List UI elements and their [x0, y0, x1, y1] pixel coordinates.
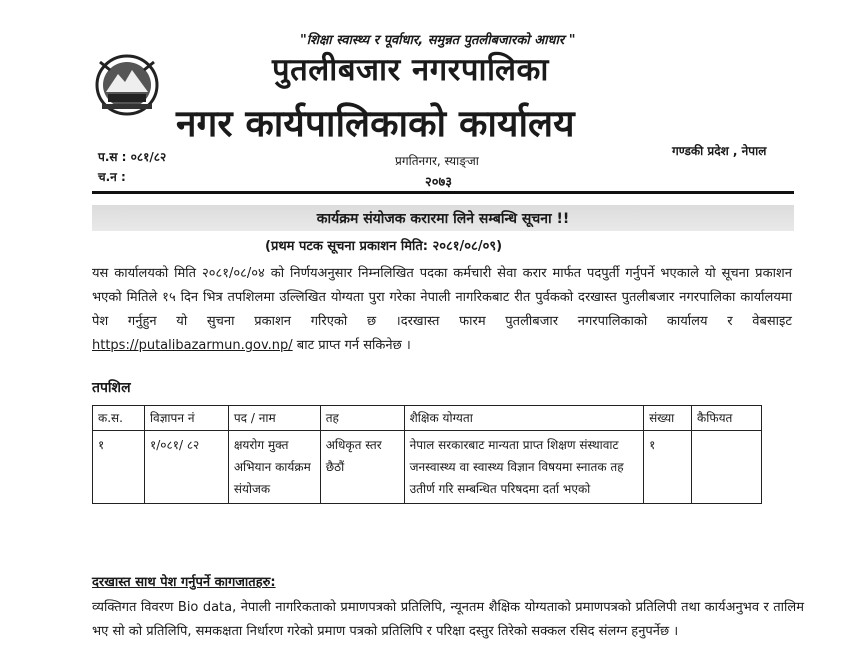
year: २०७३ — [425, 175, 453, 190]
header-divider — [92, 191, 794, 194]
motto: "शिक्षा स्वास्थ्य र पूर्वाधार, समुन्नत पुतलीबजारको आधार " — [300, 33, 576, 48]
col-header-post: पद / नाम — [228, 406, 320, 431]
nepal-emblem-icon — [92, 52, 162, 116]
notice-body-text-end: बाट प्राप्त गर्न सकिनेछ । — [292, 338, 411, 353]
vacancy-table — [92, 405, 762, 504]
documents-text: व्यक्तिगत विवरण Bio data, नेपाली नागरिकताको प्रमाणपत्रको प्रतिलिपि, न्यूनतम शैक्षिक योग्यताको प्रमाणपत्रको प्रतिलिपी तथा कार्यअनुभव र तालिम भए सो को प्रतिलिपि, समकक्षता निर्धारण गरेको प्रमाण पत्रको प्रतिलिपि र परिक्षा दस्तुर तिरेको सक्कल रसिद संलग्न हनुपर्नेछ । — [92, 600, 804, 639]
website-link[interactable]: https://putalibazarmun.gov.np/ — [92, 338, 293, 353]
col-header-sn: क.स. — [93, 406, 145, 431]
col-header-count: संख्या — [644, 406, 692, 431]
cell-remarks — [692, 431, 762, 504]
office-name: नगर कार्यपालिकाको कार्यालय — [176, 102, 575, 145]
col-header-remarks: कैफियत — [692, 406, 762, 431]
org-name: पुतलीबजार नगरपालिका — [272, 52, 549, 88]
province: गण्डकी प्रदेश , नेपाल — [672, 144, 767, 158]
table-header-row — [93, 406, 762, 431]
documents-heading: दरखास्त साथ पेश गर्नुपर्ने कागजातहरु: — [92, 575, 276, 590]
col-header-qualification: शैक्षिक योग्यता — [404, 406, 643, 431]
cell-post: क्षयरोग मुक्त अभियान कार्यक्रम संयोजक — [228, 431, 320, 504]
cell-sn: १ — [93, 431, 145, 504]
notice-title-band — [92, 205, 794, 231]
cell-count: १ — [644, 431, 692, 504]
ps-number: प.स : ०८१/८२ — [98, 150, 167, 164]
publication-date: (प्रथम पटक सूचना प्रकाशन मिति: २०८१/०८/०९) — [265, 239, 503, 254]
table-row — [93, 431, 762, 504]
cell-adv-no: १/०८१/ ८२ — [144, 431, 228, 504]
col-header-adv-no: विज्ञापन नं — [144, 406, 228, 431]
col-header-level: तह — [320, 406, 404, 431]
notice-title: कार्यक्रम संयोजक करारमा लिने सम्बन्धि सूचना !! — [316, 211, 570, 227]
cell-qualification: नेपाल सरकारबाट मान्यता प्राप्त शिक्षण संस्थावाट जनस्वास्थ्य वा स्वास्थ्य विज्ञान विषयमा स्नातक तह उतीर्ण गरि सम्बन्धित परिषदमा दर्ता भएको — [404, 431, 643, 504]
chalani-number: च.न : — [98, 170, 126, 184]
tapasil-label: तपशिल — [92, 380, 131, 396]
notice-body — [92, 262, 792, 358]
cell-level: अधिकृत स्तर छैठौं — [320, 431, 404, 504]
address: प्रगतिनगर, स्याङ्जा — [395, 154, 479, 168]
notice-body-text: यस कार्यालयको मिति २०८१/०८/०४ को निर्णयअनुसार निम्नलिखित पदका कर्मचारी सेवा करार मार्फत पदपुर्ती गर्नुपर्ने भएकाले यो सूचना प्रकाशन भएको मितिले १५ दिन भित्र तपशिलमा उल्लिखित योग्यता पुरा गरेका नेपाली नागरिकबाट रीत पुर्वकको दरखास्त पुतलीबजार नगरपालिका कार्यालयमा पेश गर्नुहुन यो सुचना प्रकाशन गरिएको छ ।दरखास्त फारम पुतलीबजार नगरपालिकाको कार्यालय र वेबसाइट — [92, 266, 792, 329]
